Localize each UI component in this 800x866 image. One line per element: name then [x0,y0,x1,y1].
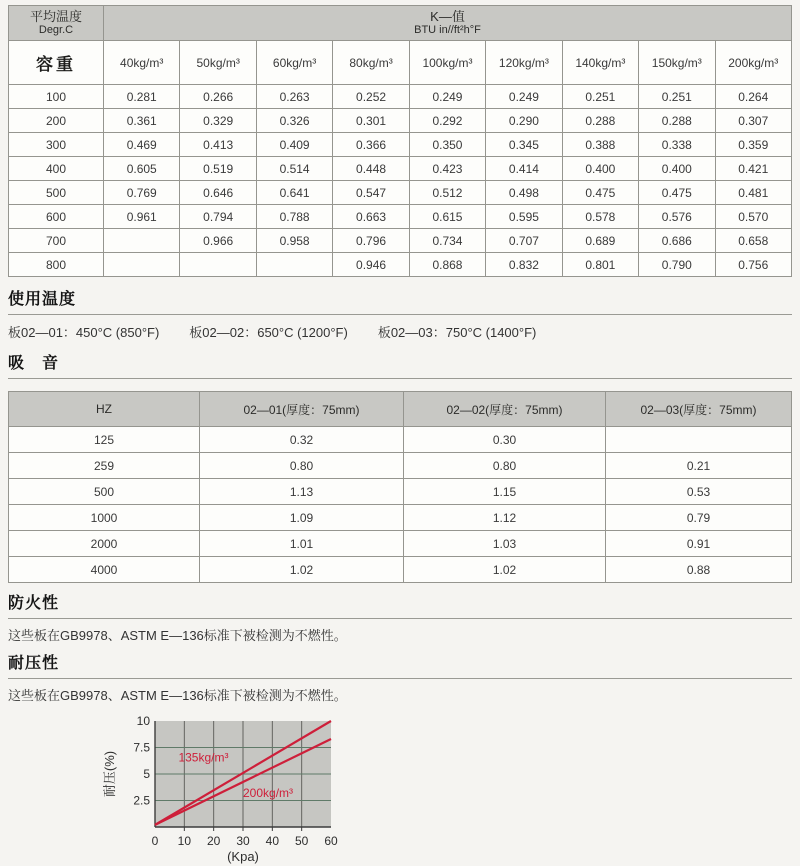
k-value-cell: 0.366 [333,133,409,157]
k-value-cell: 0.414 [486,157,562,181]
absorption-row [9,479,792,505]
density-columns-row [9,41,792,85]
k-value-cell: 0.595 [486,205,562,229]
k-value-cell: 0.400 [639,157,715,181]
y-tick-label: 10 [136,714,150,728]
k-value-cell: 0.576 [639,205,715,229]
k-value-table [8,5,792,277]
absorption-column-header: 02—03(厚度：75mm) [606,392,792,427]
k-value-cell: 0.329 [180,109,256,133]
k-value-cell: 0.288 [639,109,715,133]
temperature-cell: 600 [9,205,104,229]
k-value-cell: 0.288 [562,109,638,133]
temperature-cell: 200 [9,109,104,133]
density-column-header: 120kg/m³ [486,41,562,85]
k-table-row [9,181,792,205]
k-value-cell: 0.658 [715,229,792,253]
k-value-cell: 0.292 [409,109,485,133]
absorption-value-cell [606,427,792,453]
k-value-cell: 0.475 [562,181,638,205]
absorption-value-cell: 0.21 [606,453,792,479]
k-value-cell: 0.249 [486,85,562,109]
y-tick-label: 2.5 [133,793,150,808]
pressure-resistance-title: 耐压性 [8,655,60,672]
k-value-cell: 0.413 [180,133,256,157]
absorption-value-cell: 1.13 [200,479,404,505]
pressure-resistance-note: 这些板在GB9978、ASTM E—136标准下被检测为不燃性。 [8,688,347,703]
temperature-cell: 100 [9,85,104,109]
k-value-cell: 0.686 [639,229,715,253]
absorption-row [9,427,792,453]
k-value-cell: 0.958 [256,229,332,253]
k-value-cell: 0.707 [486,229,562,253]
series-label: 200kg/m³ [243,785,294,800]
density-column-header: 40kg/m³ [104,41,180,85]
temperature-cell: 300 [9,133,104,157]
k-value-cell [104,229,180,253]
x-tick-label: 10 [177,834,192,848]
avg-temperature-label: 平均温度 [29,9,82,24]
divider [8,618,792,619]
k-value-cell: 0.481 [715,181,792,205]
k-table-row [9,205,792,229]
absorption-row [9,453,792,479]
k-value-cell: 0.615 [409,205,485,229]
x-tick-label: 20 [206,834,221,848]
avg-temperature-header-cell [9,6,104,41]
k-value-cell: 0.788 [256,205,332,229]
absorption-row [9,531,792,557]
frequency-cell: 500 [9,479,200,505]
k-value-cell: 0.249 [409,85,485,109]
k-value-cell: 0.307 [715,109,792,133]
usage-temperature-item: 板02—02：650°C (1200°F) [189,325,348,340]
k-value-cell: 0.790 [639,253,715,277]
k-value-cell: 0.756 [715,253,792,277]
absorption-value-cell: 0.80 [404,453,606,479]
k-value-cell [180,253,256,277]
fire-resistance-title: 防火性 [8,595,60,612]
k-value-cell: 0.801 [562,253,638,277]
k-value-cell: 0.359 [715,133,792,157]
k-value-cell: 0.832 [486,253,562,277]
absorption-row [9,557,792,583]
k-value-cell [256,253,332,277]
density-column-header: 100kg/m³ [409,41,485,85]
absorption-column-header: HZ [9,392,200,427]
k-table-row [9,85,792,109]
k-value-cell: 0.646 [180,181,256,205]
absorption-value-cell: 1.15 [404,479,606,505]
absorption-value-cell: 0.80 [200,453,404,479]
absorption-column-header: 02—02(厚度：75mm) [404,392,606,427]
absorption-value-cell: 0.30 [404,427,606,453]
k-value-cell: 0.794 [180,205,256,229]
absorption-value-cell: 0.32 [200,427,404,453]
x-tick-label: 60 [324,834,338,848]
k-value-cell: 0.469 [104,133,180,157]
temperature-cell: 800 [9,253,104,277]
k-value-cell: 0.734 [409,229,485,253]
usage-temperature-item: 板02—03：750°C (1400°F) [377,325,537,340]
absorption-value-cell: 1.09 [200,505,404,531]
k-value-cell: 0.266 [180,85,256,109]
k-table-row [9,253,792,277]
frequency-cell: 2000 [9,531,200,557]
k-value-header-cell [104,6,792,41]
k-value-cell: 0.512 [409,181,485,205]
k-table-row [9,133,792,157]
degrees-c-label: Degr.C [38,24,74,36]
k-value-cell: 0.641 [256,181,332,205]
divider [8,314,792,315]
k-value-cell: 0.966 [180,229,256,253]
k-value-cell: 0.281 [104,85,180,109]
absorption-value-cell: 0.88 [606,557,792,583]
k-value-cell: 0.946 [333,253,409,277]
k-value-cell: 0.264 [715,85,792,109]
k-value-cell: 0.400 [562,157,638,181]
k-value-cell: 0.350 [409,133,485,157]
density-column-header: 60kg/m³ [256,41,332,85]
fire-resistance-note: 这些板在GB9978、ASTM E—136标准下被检测为不燃性。 [8,628,347,643]
sound-absorption-title: 吸 音 [8,355,60,372]
k-value-cell: 0.290 [486,109,562,133]
k-value-cell: 0.423 [409,157,485,181]
sound-absorption-table [8,391,792,583]
k-value-cell: 0.252 [333,85,409,109]
absorption-value-cell: 1.02 [200,557,404,583]
k-value-cell: 0.475 [639,181,715,205]
k-value-cell: 0.769 [104,181,180,205]
density-column-header: 140kg/m³ [562,41,638,85]
absorption-header-row [9,392,792,427]
k-value-cell: 0.421 [715,157,792,181]
btu-unit-label: BTU in//ft²h°F [414,24,481,36]
pressure-chart [98,708,360,866]
temperature-cell: 500 [9,181,104,205]
density-column-header: 50kg/m³ [180,41,256,85]
absorption-value-cell: 1.02 [404,557,606,583]
k-value-cell: 0.345 [486,133,562,157]
k-value-cell: 0.519 [180,157,256,181]
absorption-value-cell: 0.79 [606,505,792,531]
x-tick-label: 0 [151,834,159,848]
absorption-value-cell: 1.12 [404,505,606,531]
k-value-cell: 0.448 [333,157,409,181]
k-value-cell: 0.388 [562,133,638,157]
usage-temperature-values [8,322,536,341]
temperature-cell: 700 [9,229,104,253]
y-tick-label: 7.5 [133,740,150,755]
k-value-cell [104,253,180,277]
k-value-cell: 0.361 [104,109,180,133]
frequency-cell: 259 [9,453,200,479]
k-value-cell: 0.514 [256,157,332,181]
frequency-cell: 1000 [9,505,200,531]
k-value-cell: 0.578 [562,205,638,229]
density-column-header: 150kg/m³ [639,41,715,85]
frequency-cell: 125 [9,427,200,453]
k-value-cell: 0.547 [333,181,409,205]
x-tick-label: 40 [265,834,280,848]
k-value-cell: 0.338 [639,133,715,157]
k-value-cell: 0.251 [639,85,715,109]
y-tick-label: 5 [143,767,150,781]
k-value-cell: 0.498 [486,181,562,205]
k-table-header-row [9,6,792,41]
absorption-value-cell: 0.91 [606,531,792,557]
k-value-cell: 0.326 [256,109,332,133]
absorption-row [9,505,792,531]
k-value-cell: 0.570 [715,205,792,229]
k-value-cell: 0.689 [562,229,638,253]
density-column-header: 80kg/m³ [333,41,409,85]
absorption-value-cell: 0.53 [606,479,792,505]
usage-temperature-item: 板02—01：450°C (850°F) [8,325,160,340]
temperature-cell: 400 [9,157,104,181]
k-table-row [9,229,792,253]
k-value-cell: 0.663 [333,205,409,229]
k-value-label: K—值 [430,9,465,24]
bulk-density-label: 容重 [9,41,104,85]
series-label: 135kg/m³ [178,750,229,765]
k-value-cell: 0.251 [562,85,638,109]
k-value-cell: 0.301 [333,109,409,133]
absorption-value-cell: 1.01 [200,531,404,557]
divider [8,678,792,679]
k-table-row [9,157,792,181]
divider [8,378,792,379]
usage-temperature-title: 使用温度 [8,291,77,308]
density-column-header: 200kg/m³ [715,41,792,85]
k-table-row [9,109,792,133]
absorption-column-header: 02—01(厚度：75mm) [200,392,404,427]
absorption-value-cell: 1.03 [404,531,606,557]
k-value-cell: 0.263 [256,85,332,109]
x-tick-label: 30 [236,834,250,848]
k-value-cell: 0.796 [333,229,409,253]
x-axis-title: (Kpa) [227,849,259,864]
k-value-cell: 0.605 [104,157,180,181]
y-axis-title: 耐压(%) [102,750,117,798]
frequency-cell: 4000 [9,557,200,583]
k-value-cell: 0.409 [256,133,332,157]
x-tick-label: 50 [294,834,309,848]
k-value-cell: 0.961 [104,205,180,229]
k-value-cell: 0.868 [409,253,485,277]
